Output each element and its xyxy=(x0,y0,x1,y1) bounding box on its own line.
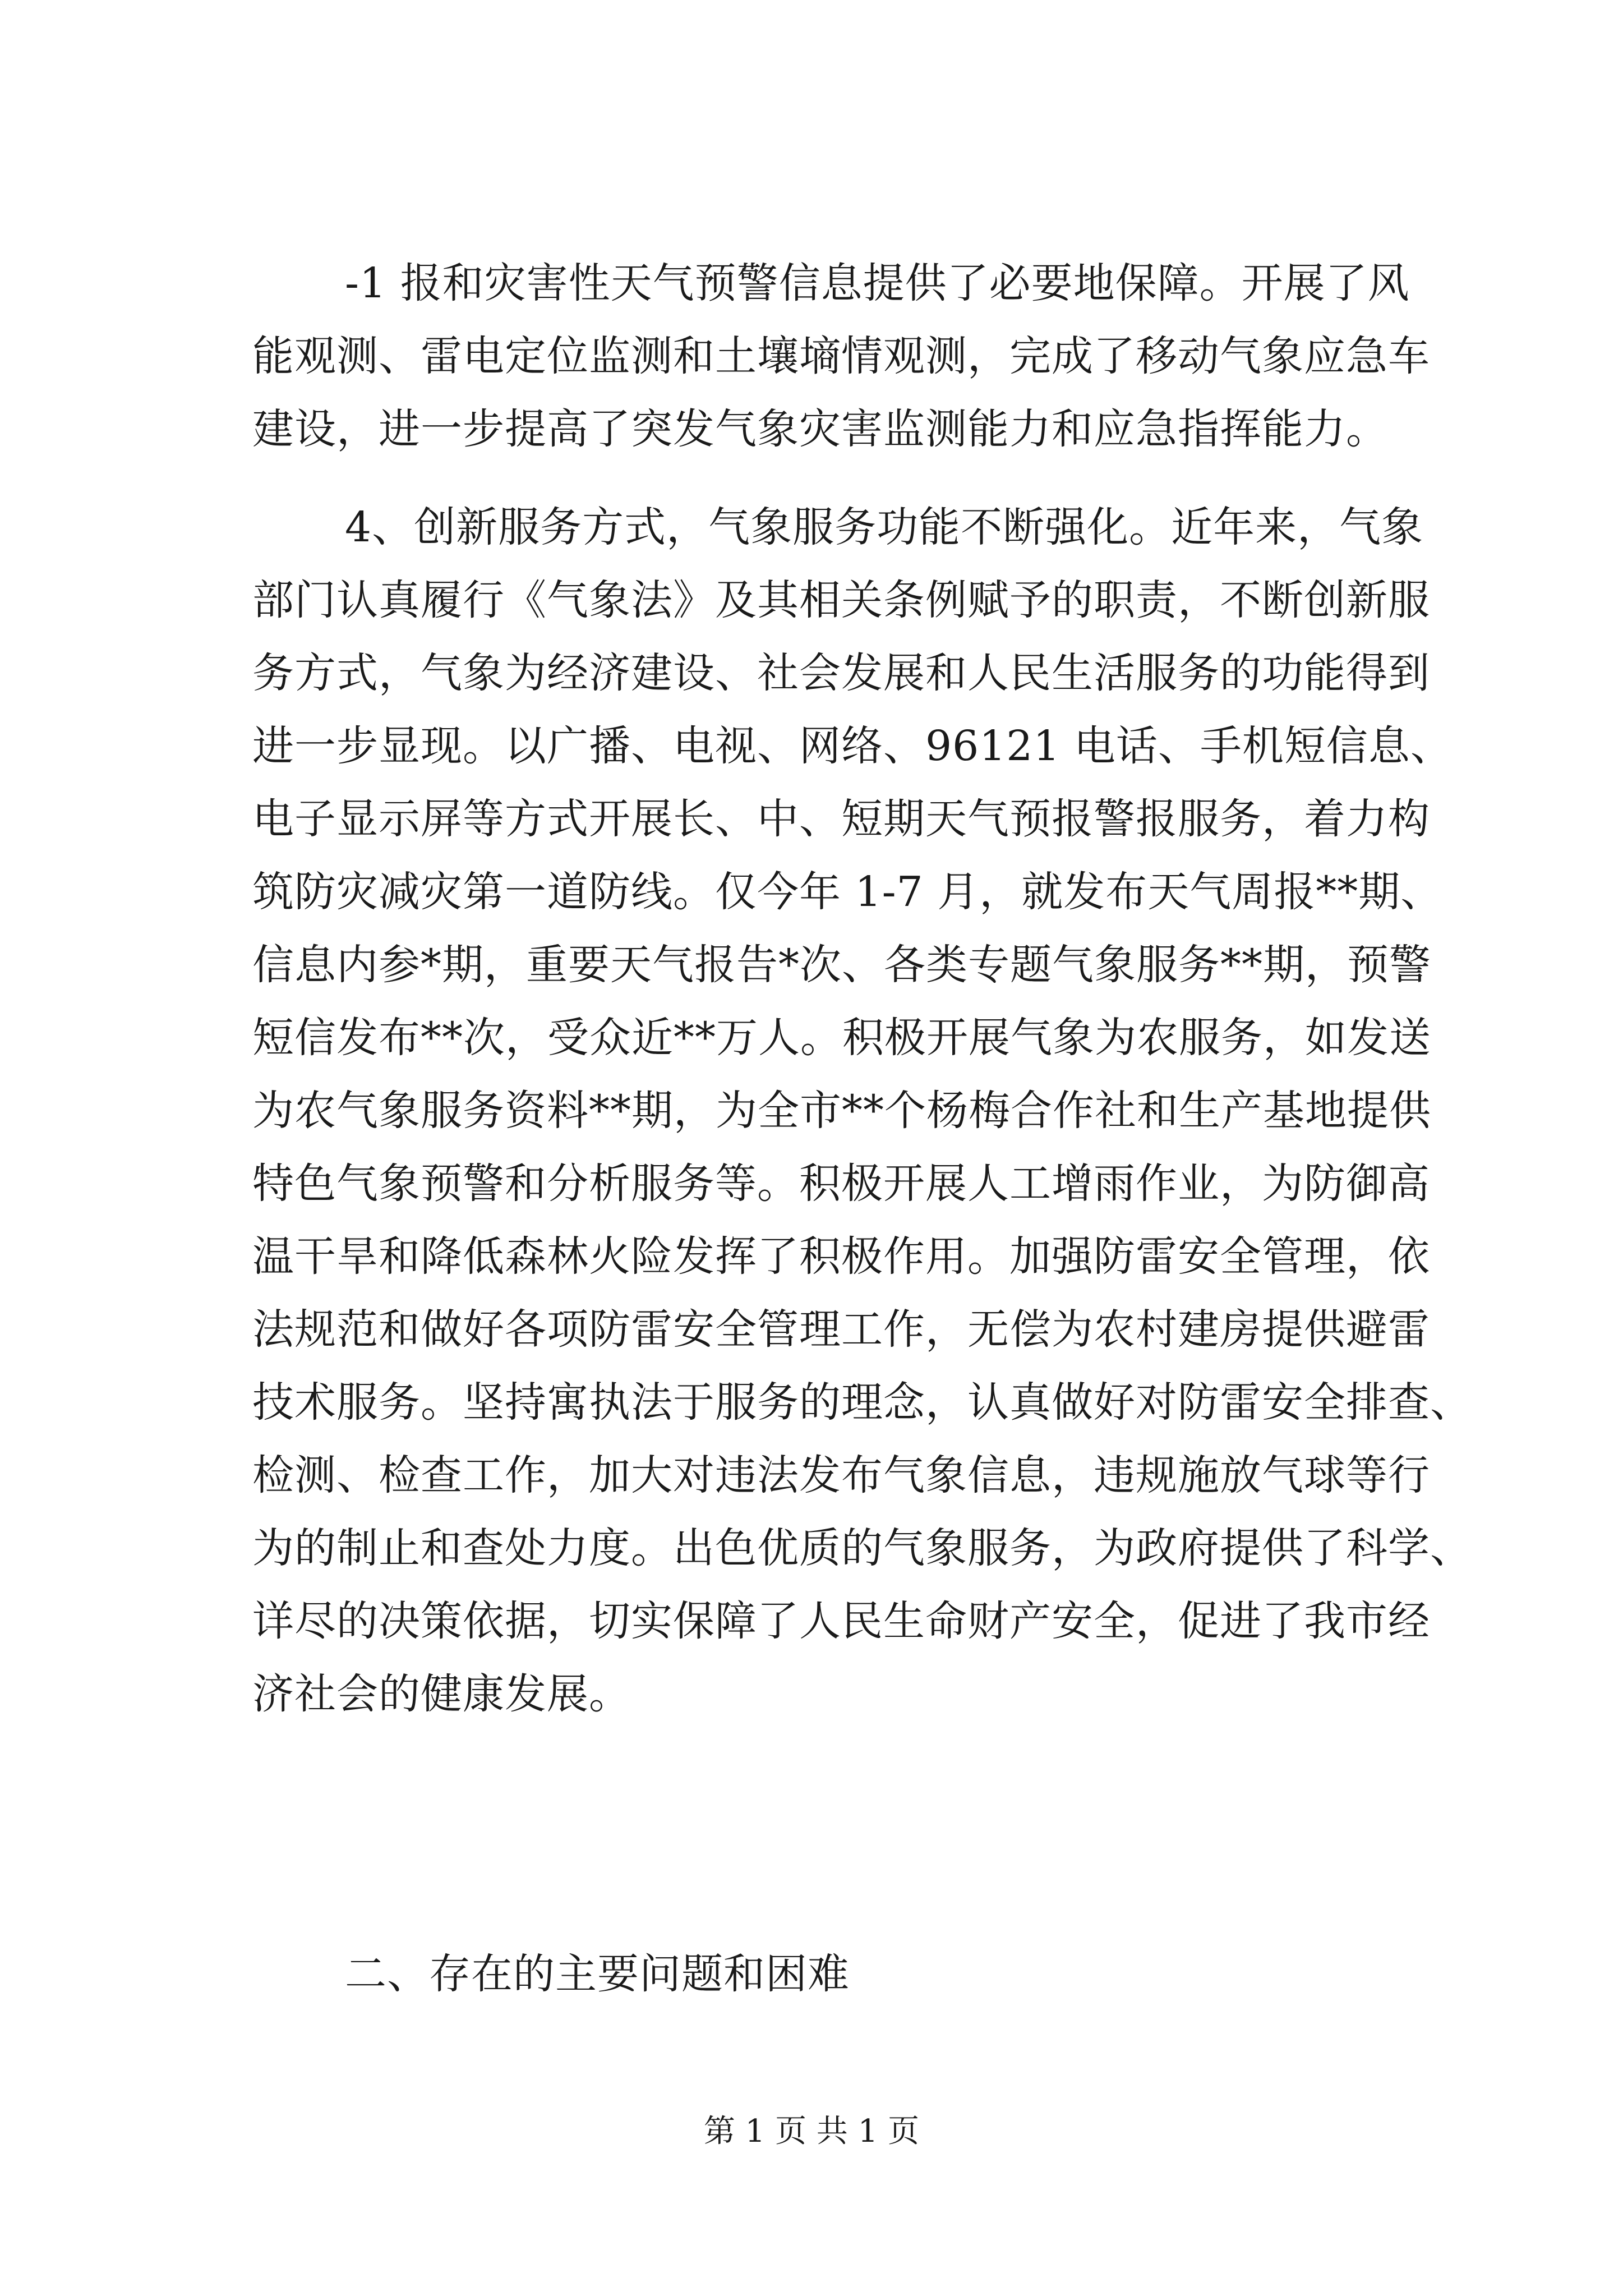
paragraph-2 xyxy=(252,491,1472,1731)
text-line: 为的制止和查处力度。出色优质的气象服务，为政府提供了科学、 xyxy=(252,1524,1472,1572)
text-line: 部门认真履行《气象法》及其相关条例赋予的职责，不断创新服 xyxy=(252,576,1430,624)
text-line: 温干旱和降低森林火险发挥了积极作用。加强防雷安全管理，依 xyxy=(252,1232,1430,1281)
paragraph-1 xyxy=(252,247,1430,466)
text-line: 技术服务。坚持寓执法于服务的理念，认真做好对防雷安全排查、 xyxy=(252,1378,1472,1427)
text-line: 详尽的决策依据，切实保障了人民生命财产安全，促进了我市经 xyxy=(252,1597,1430,1645)
text-line: 信息内参*期，重要天气报告*次、各类专题气象服务**期，预警 xyxy=(252,941,1431,989)
text-line: 4、创新服务方式，气象服务功能不断强化。近年来，气象 xyxy=(345,503,1424,551)
text-line: 务方式，气象为经济建设、社会发展和人民生活服务的功能得到 xyxy=(252,649,1430,697)
text-line: 法规范和做好各项防雷安全管理工作，无偿为农村建房提供避雷 xyxy=(252,1305,1430,1354)
text-line: 为农气象服务资料**期，为全市**个杨梅合作社和生产基地提供 xyxy=(252,1087,1431,1135)
text-line: -1 报和灾害性天气预警信息提供了必要地保障。开展了风 xyxy=(345,259,1410,307)
text-line: 济社会的健康发展。 xyxy=(252,1670,631,1718)
text-line: 进一步显现。以广播、电视、网络、96121 电话、手机短信息、 xyxy=(252,722,1453,770)
text-line: 特色气象预警和分析服务等。积极开展人工增雨作业，为防御高 xyxy=(252,1159,1430,1208)
text-line: 短信发布**次，受众近**万人。积极开展气象为农服务，如发送 xyxy=(252,1014,1431,1062)
text-line: 能观测、雷电定位监测和土壤墒情观测，完成了移动气象应急车 xyxy=(252,332,1430,380)
page-footer: 第 1 页 共 1 页 xyxy=(703,2113,920,2150)
text-line: 建设，进一步提高了突发气象灾害监测能力和应急指挥能力。 xyxy=(252,405,1388,453)
document-body xyxy=(252,247,1472,1756)
text-line: 电子显示屏等方式开展长、中、短期天气预报警报服务，着力构 xyxy=(252,795,1430,843)
text-line: 检测、检查工作，加大对违法发布气象信息，违规施放气球等行 xyxy=(252,1451,1430,1499)
section-heading: 二、存在的主要问题和困难 xyxy=(345,1950,850,1998)
text-line: 筑防灾减灾第一道防线。仅今年 1-7 月，就发布天气周报**期、 xyxy=(252,868,1443,916)
